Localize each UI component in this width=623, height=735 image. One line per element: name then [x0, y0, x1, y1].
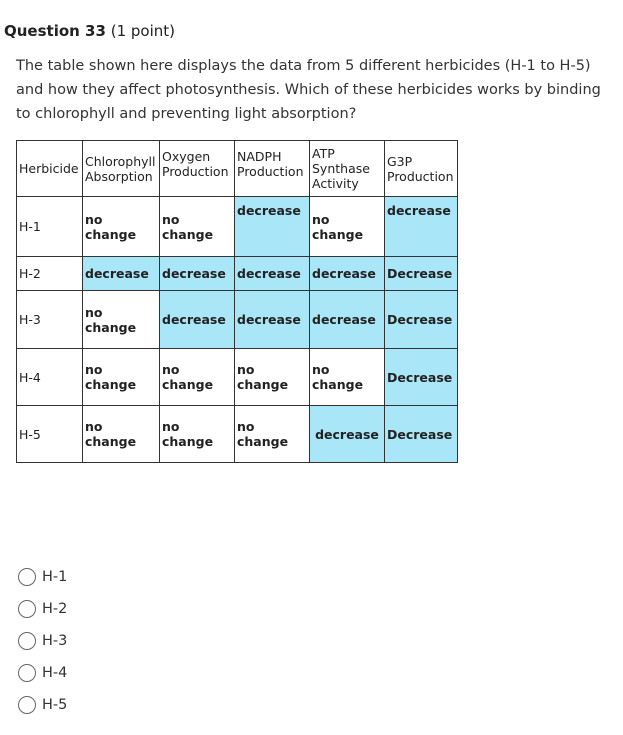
table-cell: Decrease	[385, 349, 458, 406]
table-header-row	[17, 141, 458, 197]
table-cell: decrease	[235, 257, 310, 291]
table-cell: decrease	[160, 257, 235, 291]
choice-label: H-1	[42, 569, 68, 585]
choice-h3[interactable]	[18, 625, 67, 657]
herbicide-table	[16, 140, 458, 463]
table-cell: no change	[83, 406, 160, 463]
radio-button[interactable]	[18, 696, 36, 714]
question-number: Question 33	[4, 22, 106, 40]
table-cell: H-2	[17, 257, 83, 291]
choice-h2[interactable]	[18, 593, 67, 625]
table-cell: no change	[83, 197, 160, 257]
table-row	[17, 197, 458, 257]
table-cell: decrease	[385, 197, 458, 257]
table-cell: no change	[235, 349, 310, 406]
table-cell: H-3	[17, 291, 83, 349]
table-row	[17, 291, 458, 349]
choice-h5[interactable]	[18, 689, 67, 721]
table-cell: decrease	[235, 197, 310, 257]
question-header	[4, 22, 175, 40]
table-cell: decrease	[310, 406, 385, 463]
header-cell: Chlorophyll Absorption	[83, 141, 160, 197]
table-cell: H-5	[17, 406, 83, 463]
table-cell: decrease	[310, 291, 385, 349]
choice-label: H-2	[42, 601, 68, 617]
answer-choices	[18, 561, 67, 721]
table-cell: no change	[160, 197, 235, 257]
question-points: (1 point)	[110, 22, 175, 40]
table-cell: Decrease	[385, 257, 458, 291]
question-text: The table shown here displays the data from 5 different herbicides (H-1 to H-5) and how they affect photosynthesis. Which of these herbicides works by binding to chlorophyll and preventing light absorption?	[16, 58, 601, 122]
table-cell: no change	[235, 406, 310, 463]
table-cell: no change	[160, 349, 235, 406]
table-cell: no change	[83, 349, 160, 406]
choice-label: H-5	[42, 697, 68, 713]
table-cell: Decrease	[385, 291, 458, 349]
table-cell: Decrease	[385, 406, 458, 463]
header-cell: Herbicide	[17, 141, 83, 197]
table-cell: no change	[83, 291, 160, 349]
radio-button[interactable]	[18, 600, 36, 618]
header-cell: ATP Synthase Activity	[310, 141, 385, 197]
radio-button[interactable]	[18, 632, 36, 650]
table-cell: decrease	[235, 291, 310, 349]
table-row	[17, 349, 458, 406]
radio-button[interactable]	[18, 664, 36, 682]
table-cell: decrease	[160, 291, 235, 349]
header-cell: G3P Production	[385, 141, 458, 197]
choice-label: H-3	[42, 633, 68, 649]
table-row	[17, 406, 458, 463]
table-cell: no change	[310, 197, 385, 257]
table-cell: no change	[160, 406, 235, 463]
table-cell: decrease	[83, 257, 160, 291]
header-cell: Oxygen Production	[160, 141, 235, 197]
table-cell: H-1	[17, 197, 83, 257]
table-cell: no change	[310, 349, 385, 406]
choice-label: H-4	[42, 665, 68, 681]
choice-h1[interactable]	[18, 561, 67, 593]
choice-h4[interactable]	[18, 657, 67, 689]
header-cell: NADPH Production	[235, 141, 310, 197]
table-cell: H-4	[17, 349, 83, 406]
table-row	[17, 257, 458, 291]
table-cell: decrease	[310, 257, 385, 291]
radio-button[interactable]	[18, 568, 36, 586]
